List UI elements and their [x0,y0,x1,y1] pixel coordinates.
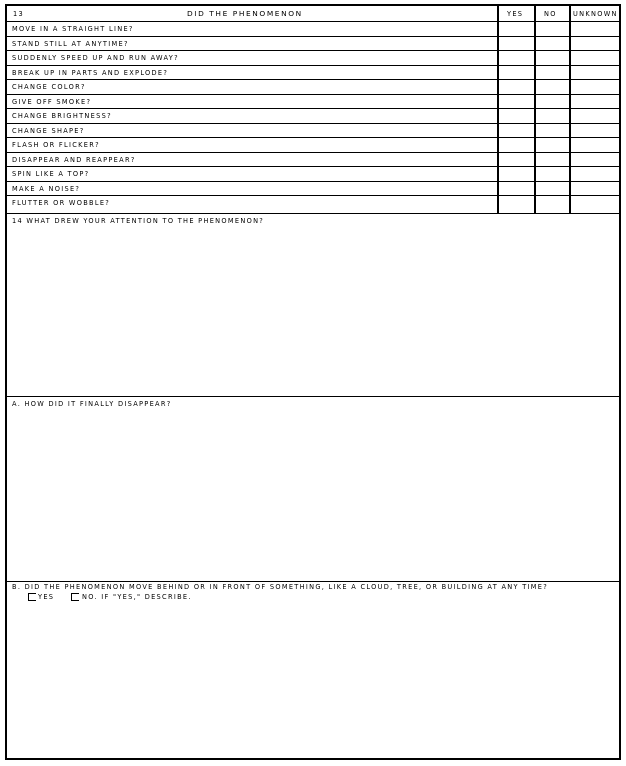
question-label: CHANGE BRIGHTNESS? [12,112,112,120]
table-row [7,153,619,168]
table-row [7,138,619,153]
question-label: CHANGE COLOR? [12,83,86,91]
yes-checkbox[interactable] [28,593,36,601]
section-14-answer-area[interactable] [7,228,619,394]
answer-cell-yes[interactable] [499,196,534,211]
answer-cell-unknown[interactable] [571,22,619,36]
table-row [7,95,619,110]
answer-cell-no[interactable] [536,109,569,123]
answer-cell-no[interactable] [536,80,569,94]
table-row [7,37,619,52]
answer-cell-no[interactable] [536,182,569,196]
question-label: CHANGE SHAPE? [12,126,85,135]
answer-cell-yes[interactable] [499,153,534,167]
question-label: MOVE IN A STRAIGHT LINE? [12,25,134,33]
answer-cell-yes[interactable] [499,95,534,109]
column-header-unknown: UNKNOWN [573,10,618,18]
section-a-answer-area[interactable] [7,411,619,579]
table-header [7,6,619,22]
table-row [7,22,619,37]
answer-cell-unknown[interactable] [571,124,619,138]
section-divider [7,396,619,397]
answer-cell-unknown[interactable] [571,66,619,80]
table-row [7,167,619,182]
answer-cell-unknown[interactable] [571,167,619,181]
section-divider [7,213,619,214]
answer-cell-yes[interactable] [499,124,534,138]
answer-cell-yes[interactable] [499,22,534,36]
question-label: MAKE A NOISE? [12,184,81,193]
question-label: DISAPPEAR AND REAPPEAR? [12,155,136,164]
section-divider [7,581,619,582]
question-label: GIVE OFF SMOKE? [12,97,92,106]
answer-cell-unknown[interactable] [571,51,619,65]
answer-cell-no[interactable] [536,138,569,152]
table-row [7,80,619,95]
table-row [7,182,619,197]
question-label: FLUTTER OR WOBBLE? [12,199,111,207]
section-b-label: B. DID THE PHENOMENON MOVE BEHIND OR IN FRONT OF SOMETHING, LIKE A CLOUD, TREE, OR BUILDING AT ANY TIME? [12,583,549,591]
answer-cell-yes[interactable] [499,167,534,181]
answer-cell-no[interactable] [536,66,569,80]
answer-cell-yes[interactable] [499,37,534,51]
section-14-label: 14 WHAT DREW YOUR ATTENTION TO THE PHENOMENON? [12,217,265,225]
table-row [7,51,619,66]
answer-cell-no[interactable] [536,124,569,138]
answer-cell-unknown[interactable] [571,182,619,196]
answer-cell-no[interactable] [536,95,569,109]
question-label: SPIN LIKE A TOP? [12,170,90,178]
answer-cell-yes[interactable] [499,109,534,123]
answer-cell-unknown[interactable] [571,80,619,94]
answer-cell-no[interactable] [536,167,569,181]
no-checkbox[interactable] [71,593,79,601]
question-label: FLASH OR FLICKER? [12,141,100,149]
answer-cell-unknown[interactable] [571,95,619,109]
table-row [7,66,619,81]
answer-cell-unknown[interactable] [571,138,619,152]
table-row [7,109,619,124]
answer-cell-no[interactable] [536,22,569,36]
answer-cell-unknown[interactable] [571,196,619,211]
answer-cell-yes[interactable] [499,51,534,65]
question-label: SUDDENLY SPEED UP AND RUN AWAY? [12,54,179,62]
section-b-answer-area[interactable] [7,606,619,756]
yes-checkbox-label: YES [38,593,55,601]
item-number: 13 [13,10,24,18]
answer-cell-unknown[interactable] [571,37,619,51]
table-row [7,196,619,211]
answer-cell-unknown[interactable] [571,153,619,167]
question-label: BREAK UP IN PARTS AND EXPLODE? [12,68,169,77]
no-checkbox-label: NO. IF "YES," DESCRIBE. [82,593,192,601]
phenomenon-form [5,4,621,760]
answer-cell-unknown[interactable] [571,109,619,123]
column-header-yes: YES [507,10,524,18]
answer-cell-yes[interactable] [499,66,534,80]
section-a-label: A. HOW DID IT FINALLY DISAPPEAR? [12,400,172,408]
table-title: DID THE PHENOMENON [187,9,303,18]
answer-cell-no[interactable] [536,196,569,211]
table-row [7,124,619,139]
answer-cell-no[interactable] [536,153,569,167]
answer-cell-no[interactable] [536,37,569,51]
column-header-no: NO [544,10,557,18]
question-label: STAND STILL AT ANYTIME? [12,39,129,48]
answer-cell-yes[interactable] [499,80,534,94]
answer-cell-yes[interactable] [499,182,534,196]
answer-cell-yes[interactable] [499,138,534,152]
answer-cell-no[interactable] [536,51,569,65]
